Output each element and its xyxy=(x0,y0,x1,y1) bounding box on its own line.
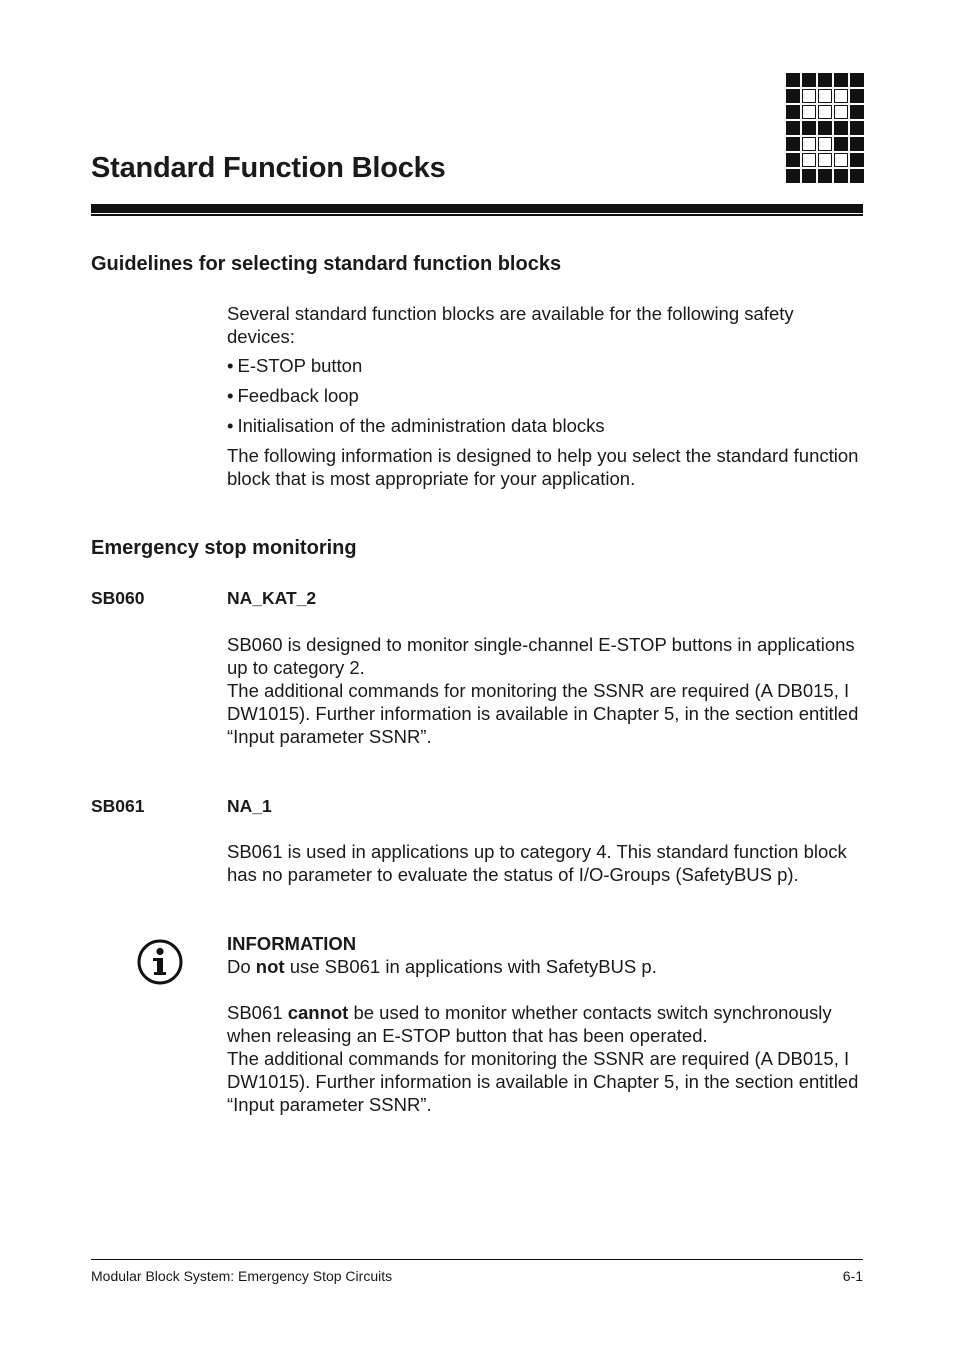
logo-cell xyxy=(786,169,800,183)
company-logo xyxy=(786,73,864,183)
information-line: SB061 cannot be used to monitor whether contacts switch synchronously when releasing an E-STOP button that has been operated. xyxy=(227,1002,832,1046)
logo-cell xyxy=(802,89,816,103)
header-rule xyxy=(91,204,863,213)
information-heading: INFORMATION xyxy=(227,933,357,954)
information-line: Do not use SB061 in applications with SafetyBUS p. xyxy=(227,956,657,977)
emphasis: not xyxy=(255,956,285,977)
block-id: SB061 xyxy=(91,796,145,816)
section-heading-emergency-stop: Emergency stop monitoring xyxy=(91,537,357,559)
logo-cell xyxy=(802,153,816,167)
information-line: The additional commands for monitoring the SSNR are required (A DB015, I DW1015). Further information is available in Chapter 5, in the section entitled “Input parameter SSNR”. xyxy=(227,1048,859,1115)
logo-cell xyxy=(834,153,848,167)
logo-cell xyxy=(850,105,864,119)
paragraph: The additional commands for monitoring the SSNR are required (A DB015, I DW1015). Further information is available in Chapter 5, in the section entitled “Input parameter SSNR”. xyxy=(227,680,859,747)
logo-cell xyxy=(850,73,864,87)
logo-cell xyxy=(802,121,816,135)
logo-cell xyxy=(834,89,848,103)
logo-cell xyxy=(850,121,864,135)
guidelines-body xyxy=(227,302,863,490)
logo-cell xyxy=(786,153,800,167)
list-item: • E-STOP button xyxy=(227,354,863,377)
logo-cell xyxy=(834,105,848,119)
logo-cell xyxy=(786,89,800,103)
logo-cell xyxy=(818,73,832,87)
logo-cell xyxy=(786,73,800,87)
logo-cell xyxy=(818,153,832,167)
logo-cell xyxy=(802,73,816,87)
information-box xyxy=(227,932,863,1116)
logo-cell xyxy=(786,137,800,151)
page-title: Standard Function Blocks xyxy=(91,152,446,184)
logo-cell xyxy=(850,89,864,103)
logo-cell xyxy=(850,137,864,151)
safety-device-list xyxy=(227,354,863,437)
block-name: NA_KAT_2 xyxy=(227,588,317,608)
logo-cell xyxy=(850,169,864,183)
logo-cell xyxy=(818,169,832,183)
list-item: • Initialisation of the administration data blocks xyxy=(227,414,863,437)
logo-cell xyxy=(834,73,848,87)
emphasis: cannot xyxy=(287,1002,349,1023)
page-number: 6-1 xyxy=(842,1268,863,1284)
logo-cell xyxy=(834,121,848,135)
logo-cell xyxy=(802,105,816,119)
guidelines-outro: The following information is designed to help you select the standard function block that is most appropriate for your application. xyxy=(227,445,859,489)
logo-cell xyxy=(818,121,832,135)
logo-cell xyxy=(834,169,848,183)
logo-cell xyxy=(818,89,832,103)
footer-title: Modular Block System: Emergency Stop Circuits xyxy=(91,1268,393,1284)
logo-cell xyxy=(786,105,800,119)
logo-cell xyxy=(786,121,800,135)
sb060-description xyxy=(227,633,863,748)
logo-cell xyxy=(802,137,816,151)
logo-cell xyxy=(850,153,864,167)
block-name: NA_1 xyxy=(227,796,272,816)
footer-rule xyxy=(91,1259,863,1260)
block-id: SB060 xyxy=(91,588,145,608)
guidelines-intro: Several standard function blocks are available for the following safety devices: xyxy=(227,303,794,347)
logo-cell xyxy=(818,105,832,119)
sb061-description xyxy=(227,840,863,886)
list-item: • Feedback loop xyxy=(227,384,863,407)
logo-cell xyxy=(802,169,816,183)
logo-cell xyxy=(834,137,848,151)
paragraph: SB060 is designed to monitor single-channel E-STOP buttons in applications up to category 2. xyxy=(227,634,855,678)
logo-cell xyxy=(818,137,832,151)
header-rule-thin xyxy=(91,214,863,216)
paragraph: SB061 is used in applications up to category 4. This standard function block has no parameter to evaluate the status of I/O-Groups (SafetyBUS p). xyxy=(227,841,847,885)
section-heading-guidelines: Guidelines for selecting standard function blocks xyxy=(91,253,562,275)
information-icon xyxy=(137,939,183,985)
